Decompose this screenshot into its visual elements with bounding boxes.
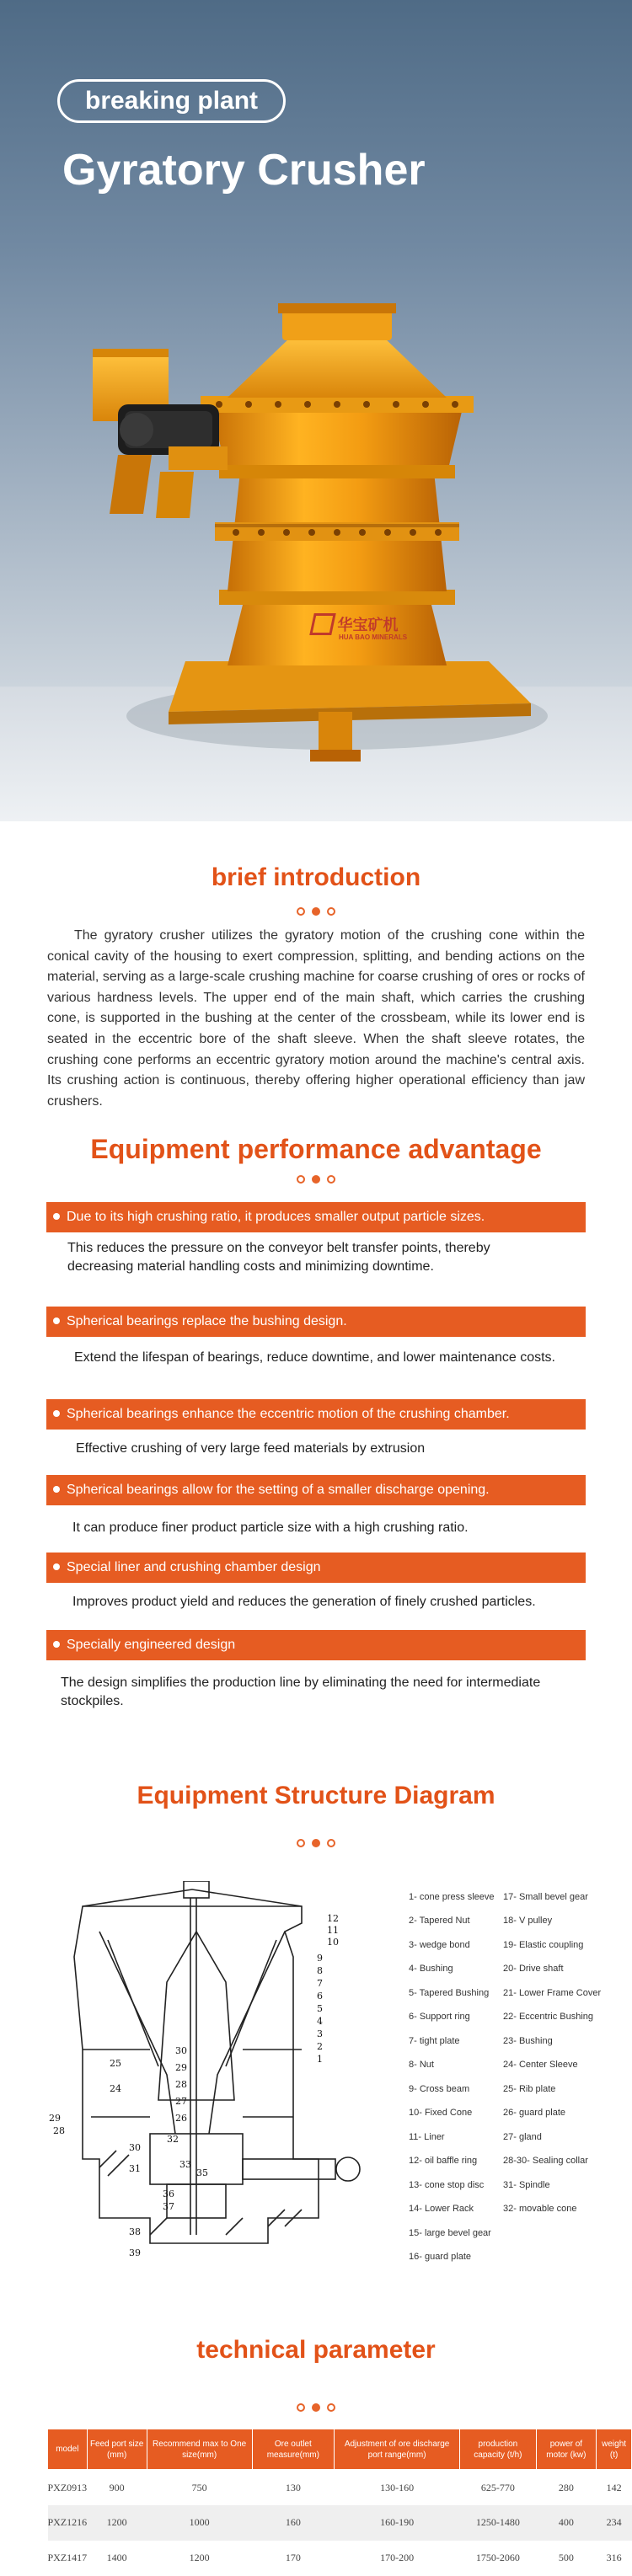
legend-item: 7- tight plate [409,2035,460,2046]
svg-text:36: 36 [163,2189,174,2200]
svg-text:7: 7 [317,1978,323,1990]
legend-item: 17- Small bevel gear [503,1891,588,1902]
legend-item: 4- Bushing [409,1964,453,1975]
legend-item: 11- Liner [409,2131,445,2142]
svg-text:10: 10 [327,1937,339,1948]
legend-item: 3- wedge bond [409,1939,470,1950]
svg-text:5: 5 [317,2003,323,2015]
svg-text:11: 11 [327,1925,339,1937]
svg-text:26: 26 [175,2113,187,2124]
table-cell: 160-190 [334,2505,459,2541]
brand-logo [312,613,407,641]
parameter-table [47,2429,632,2576]
svg-text:9: 9 [317,1953,323,1964]
svg-text:39: 39 [129,2247,141,2259]
svg-text:29: 29 [49,2113,61,2124]
legend-row [409,2005,632,2029]
legend-row [409,1980,632,2005]
svg-text:2: 2 [317,2041,323,2053]
table-cell: 280 [558,2481,574,2493]
table-row [48,2505,632,2541]
structure-diagram-area [0,1881,632,2285]
legend-item: 19- Elastic coupling [503,1939,584,1950]
table-header-cell: Recommend max to One size(mm) [147,2429,252,2470]
title-dots [0,1836,632,1852]
legend-item: 28-30- Sealing collar [503,2156,588,2167]
table-cell: 170 [285,2552,301,2564]
hero-title: Gyratory Crusher [62,146,426,195]
legend-item: 31- Spindle [503,2179,550,2190]
legend-item: 32- movable cone [503,2204,577,2215]
table-cell: PXZ1417 [47,2552,88,2564]
svg-text:28: 28 [53,2125,65,2137]
advantage-item [0,1553,632,1630]
legend-row [409,2197,632,2221]
legend-item: 8- Nut [409,2060,434,2071]
svg-text:25: 25 [110,2058,121,2070]
table-cell: 170-200 [380,2552,415,2564]
advantage-heading: Due to its high crushing ratio, it produces smaller output particle sizes. [46,1202,586,1232]
legend-item: 6- Support ring [409,2012,470,2023]
svg-text:37: 37 [163,2201,174,2213]
legend-item: 10- Fixed Cone [409,2108,473,2119]
svg-text:8: 8 [317,1965,323,1977]
gyratory-crusher-image [93,278,565,783]
svg-text:35: 35 [196,2167,208,2179]
legend-row [409,2221,632,2245]
advantage-description: It can produce finer product particle size with a high crushing ratio. [72,1520,469,1536]
svg-text:38: 38 [129,2226,141,2238]
title-dots [0,1172,632,1189]
table-cell: PXZ0913 [47,2481,88,2493]
advantage-list [0,1202,632,1721]
table-row [48,2470,632,2505]
brand-logo-mark [309,613,336,635]
advantage-description: Effective crushing of very large feed materials by extrusion [76,1441,426,1456]
table-header-cell: Ore outlet measure(mm) [252,2429,334,2470]
svg-text:4: 4 [317,2016,323,2028]
svg-text:32: 32 [167,2134,179,2146]
section-title-brief: brief introduction [211,863,421,891]
table-header-cell: Adjustment of ore discharge port range(mm) [334,2429,459,2470]
legend-row [409,2076,632,2101]
legend-item: 22- Eccentric Bushing [503,2012,593,2023]
legend-item: 16- guard plate [409,2252,471,2263]
legend-item: 12- oil baffle ring [409,2156,478,2167]
legend-item: 13- cone stop disc [409,2179,485,2190]
category-pill: breaking plant [57,79,286,123]
table-cell: 160 [252,2505,334,2541]
intro-paragraph: The gyratory crusher utilizes the gyratory motion of the crushing cone within the conical cavity of the housing to exert compression, splitting, and bending actions on the material, serving as a large-scale crushing machine for coarse crushing of ores or rocks of various hardness levels. The upper end of the main shaft, which carries the crushing cone, is supported in the bushing at the center of the crossbeam, while its lower end is seated in the eccentric bore of the shaft sleeve. When the shaft sleeve rotates, the crushing cone performs an eccentric gyratory motion around the machine's central axis. Its crushing action is continuous, thereby offering higher operational efficiency than jaw crushers. [47,928,585,1109]
svg-text:33: 33 [179,2159,191,2171]
table-header-cell: Feed port size (mm) [87,2429,147,2470]
legend-item: 5- Tapered Bushing [409,1987,490,1998]
table-header-row [48,2429,632,2470]
legend-item: 2- Tapered Nut [409,1916,470,1927]
svg-text:29: 29 [175,2062,187,2074]
legend-row [409,1957,632,1981]
table-header-cell: weight (t) [597,2429,632,2470]
advantage-item [0,1630,632,1721]
table-header-cell: power of motor (kw) [536,2429,597,2470]
table-cell: 130 [285,2481,301,2493]
brief-introduction-section [0,821,632,1112]
legend-item: 14- Lower Rack [409,2204,474,2215]
legend-item: 27- gland [503,2131,542,2142]
brand-logo-text: 华宝矿机 [337,617,399,633]
svg-text:30: 30 [175,2045,187,2057]
title-dots [0,2400,632,2417]
section-title-advantages: Equipment performance advantage [90,1134,542,1165]
tech-parameter-section [0,2336,632,2576]
legend-item: 1- cone press sleeve [409,1891,495,1902]
table-cell: 400 [536,2505,597,2541]
table-cell: 500 [558,2552,574,2564]
section-title-tech: technical parameter [196,2336,436,2365]
advantage-item [0,1307,632,1399]
table-cell: 1200 [189,2552,210,2564]
legend-item: 25- Rib plate [503,2083,556,2094]
table-cell: 142 [606,2481,622,2493]
svg-text:1: 1 [317,2054,323,2066]
legend-row [409,2172,632,2197]
table-body [48,2470,632,2576]
advantages-section [0,1112,632,1721]
table-cell: 316 [606,2552,622,2564]
table-cell: 130-160 [380,2481,415,2493]
structure-legend [409,1884,632,2269]
legend-row [409,1909,632,1933]
advantage-description: Extend the lifespan of bearings, reduce downtime, and lower maintenance costs. [74,1350,555,1365]
table-cell: 1000 [147,2505,252,2541]
legend-item: 24- Center Sleeve [503,2060,578,2071]
table-header-cell: production capacity (t/h) [460,2429,536,2470]
table-cell: 1400 [106,2552,127,2564]
advantage-heading: Spherical bearings enhance the eccentric motion of the crushing chamber. [46,1399,586,1430]
svg-text:30: 30 [129,2142,141,2154]
advantage-item [0,1202,632,1307]
svg-text:24: 24 [110,2083,121,2095]
advantage-heading: Spherical bearings replace the bushing design. [46,1307,586,1337]
advantage-heading: Special liner and crushing chamber design [46,1553,586,1583]
table-cell: 625-770 [480,2481,515,2493]
table-cell: 900 [109,2481,125,2493]
legend-row [409,2245,632,2269]
advantage-heading: Spherical bearings allow for the setting of a smaller discharge opening. [46,1475,586,1505]
table-cell: 750 [191,2481,207,2493]
table-cell: 234 [597,2505,632,2541]
svg-text:31: 31 [129,2163,141,2175]
advantage-heading: Specially engineered design [46,1630,586,1660]
svg-text:12: 12 [327,1913,339,1925]
legend-row [409,2028,632,2053]
advantage-description: The design simplifies the production line by eliminating the need for intermediate stockpiles. [61,1675,541,1709]
table-cell: 1250-1480 [460,2505,536,2541]
legend-item: 26- guard plate [503,2108,565,2119]
table-header-cell: model [48,2429,88,2470]
legend-row [409,2053,632,2077]
hero-banner [0,0,632,821]
svg-text:3: 3 [317,2028,323,2040]
advantage-item [0,1475,632,1553]
legend-item: 21- Lower Frame Cover [503,1987,602,1998]
svg-text:28: 28 [175,2079,187,2091]
advantage-item [0,1399,632,1475]
svg-text:6: 6 [317,1991,323,2002]
title-dots [0,904,632,921]
legend-item: 20- Drive shaft [503,1964,564,1975]
legend-row [409,2124,632,2149]
table-cell: PXZ1216 [48,2505,88,2541]
table-cell: 1200 [87,2505,147,2541]
legend-row [409,2101,632,2125]
legend-row [409,2149,632,2173]
brand-logo-sub: HUA BAO MINERALS [339,633,408,641]
legend-row [409,1932,632,1957]
legend-item: 9- Cross beam [409,2083,470,2094]
table-row [48,2541,632,2576]
svg-text:27: 27 [175,2096,187,2108]
advantage-description: This reduces the pressure on the conveyor belt transfer points, thereby decreasing material handling costs and minimizing downtime. [67,1241,490,1275]
advantage-description: Improves product yield and reduces the generation of finely crushed particles. [72,1595,536,1610]
structure-section [0,1782,632,2285]
legend-item: 18- V pulley [503,1916,553,1927]
structure-line-drawing [49,1881,361,2277]
legend-item: 15- large bevel gear [409,2227,491,2238]
legend-row [409,1884,632,1909]
section-title-structure: Equipment Structure Diagram [137,1782,495,1810]
table-cell: 1750-2060 [475,2552,520,2564]
legend-item: 23- Bushing [503,2035,553,2046]
